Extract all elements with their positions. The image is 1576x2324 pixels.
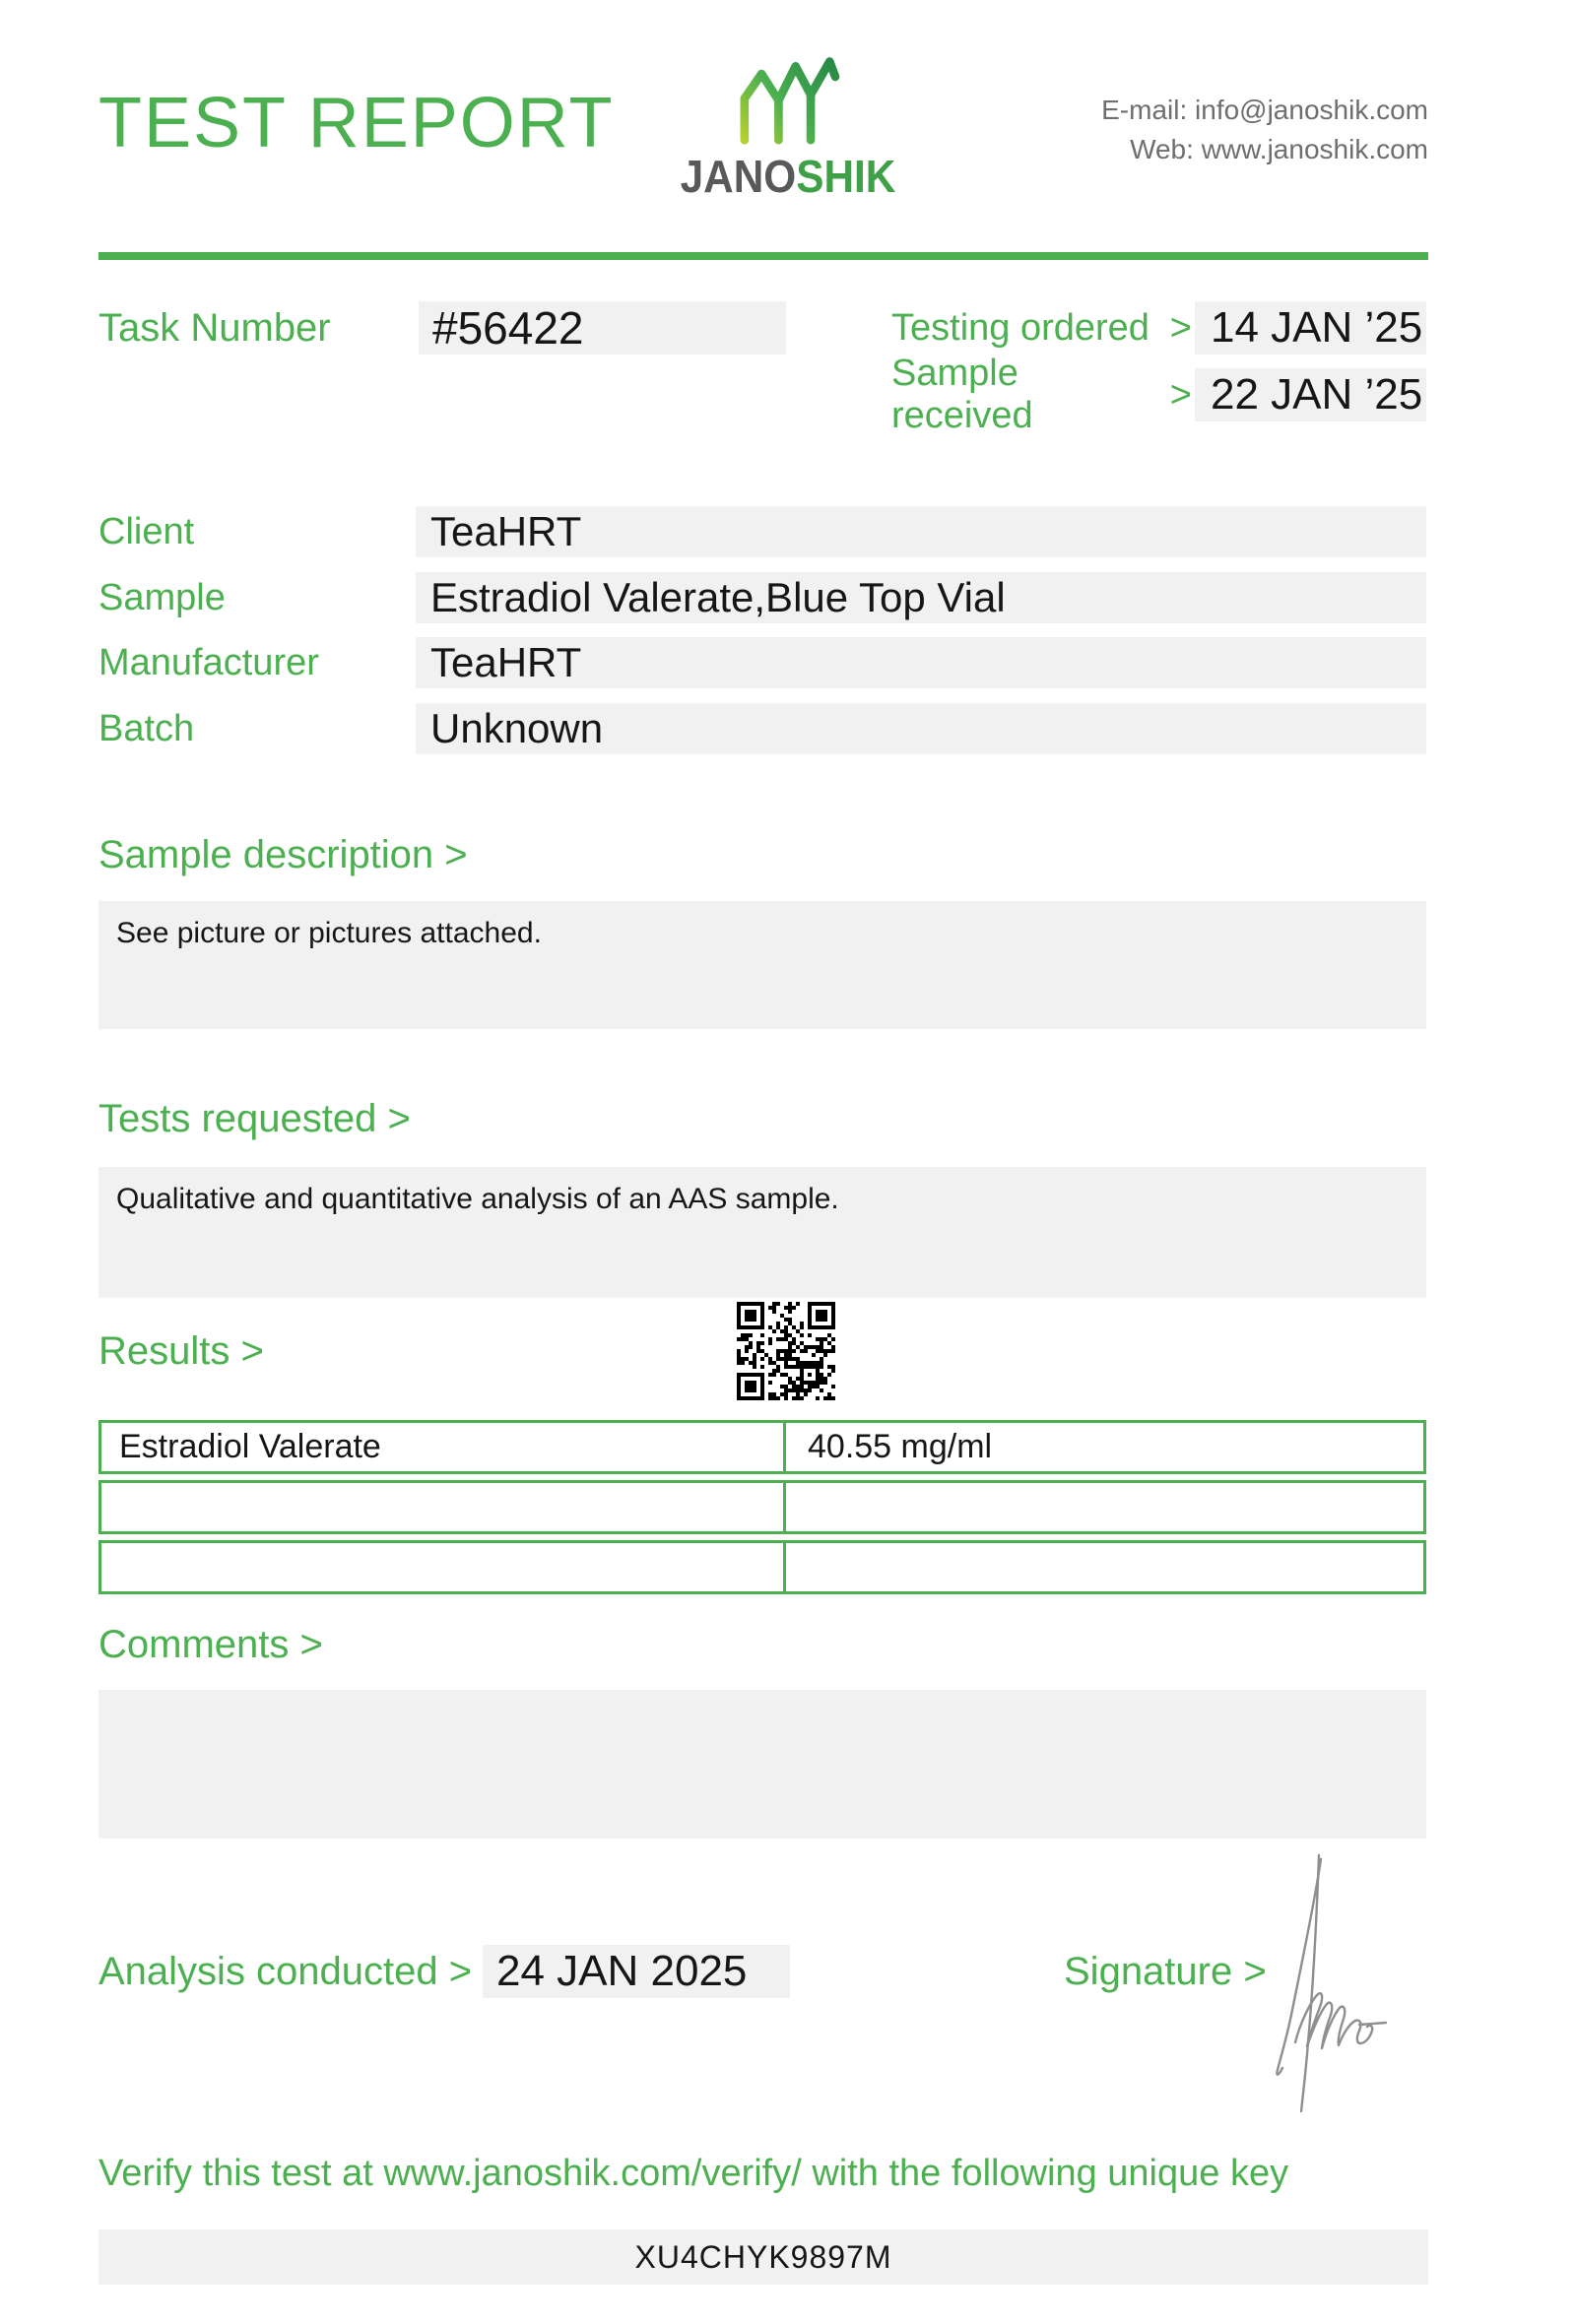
result-substance: Estradiol Valerate xyxy=(101,1423,786,1471)
email-line: E-mail: info@janoshik.com xyxy=(1101,95,1428,125)
signature-label: Signature > xyxy=(1064,1950,1267,1993)
analysis-conducted-label: Analysis conducted > xyxy=(98,1950,473,1993)
result-substance xyxy=(101,1483,786,1531)
table-row xyxy=(98,1420,1426,1474)
results-heading: Results > xyxy=(98,1329,264,1373)
tests-requested-box: Qualitative and quantitative analysis of an AAS sample. xyxy=(98,1167,1426,1298)
sample-description-heading: Sample description > xyxy=(98,833,468,876)
signature-scribble xyxy=(1266,1849,1394,2113)
result-concentration xyxy=(786,1483,1423,1531)
result-substance xyxy=(101,1543,786,1591)
testing-ordered-value: 14 JAN ’25 xyxy=(1195,301,1426,355)
logo-wordmark xyxy=(634,150,943,203)
manufacturer-value: TeaHRT xyxy=(416,637,1426,688)
growth-chart-icon xyxy=(729,51,847,146)
logo-shik: SHIK xyxy=(796,151,896,202)
chevron-right-icon: > xyxy=(1169,373,1192,416)
comments-heading: Comments > xyxy=(98,1623,323,1666)
sample-description-box: See picture or pictures attached. xyxy=(98,901,1426,1029)
table-row xyxy=(98,1540,1426,1594)
comments-box xyxy=(98,1690,1426,1839)
sample-received-value: 22 JAN ’25 xyxy=(1195,368,1426,421)
testing-ordered-row xyxy=(891,301,1192,355)
results-table xyxy=(98,1420,1426,1600)
sample-label: Sample xyxy=(98,577,226,618)
janoshik-logo xyxy=(621,51,955,203)
qr-code xyxy=(737,1302,835,1400)
testing-ordered-label: Testing ordered xyxy=(891,306,1149,349)
contact-info xyxy=(1101,91,1428,169)
analysis-conducted-value: 24 JAN 2025 xyxy=(483,1945,790,1998)
batch-value: Unknown xyxy=(416,703,1426,754)
result-concentration xyxy=(786,1543,1423,1591)
page-title: TEST REPORT xyxy=(98,84,615,162)
sample-value: Estradiol Valerate,Blue Top Vial xyxy=(416,572,1426,623)
sample-received-label: Sample received xyxy=(891,353,1033,436)
result-concentration: 40.55 mg/ml xyxy=(808,1428,993,1465)
verify-key: XU4CHYK9897M xyxy=(98,2229,1428,2285)
table-row xyxy=(98,1480,1426,1534)
logo-jano: JANO xyxy=(680,151,797,202)
web-line: Web: www.janoshik.com xyxy=(1130,134,1428,164)
client-label: Client xyxy=(98,511,195,552)
chevron-right-icon: > xyxy=(1169,306,1192,349)
tests-requested-heading: Tests requested > xyxy=(98,1097,411,1140)
client-value: TeaHRT xyxy=(416,506,1426,557)
header-divider xyxy=(98,252,1428,260)
manufacturer-label: Manufacturer xyxy=(98,642,319,683)
task-number-label: Task Number xyxy=(98,306,331,350)
verify-instruction: Verify this test at www.janoshik.com/verify/ with the following unique key xyxy=(98,2153,1289,2194)
batch-label: Batch xyxy=(98,708,195,749)
sample-received-row xyxy=(891,353,1192,436)
task-number-value: #56422 xyxy=(419,301,786,355)
